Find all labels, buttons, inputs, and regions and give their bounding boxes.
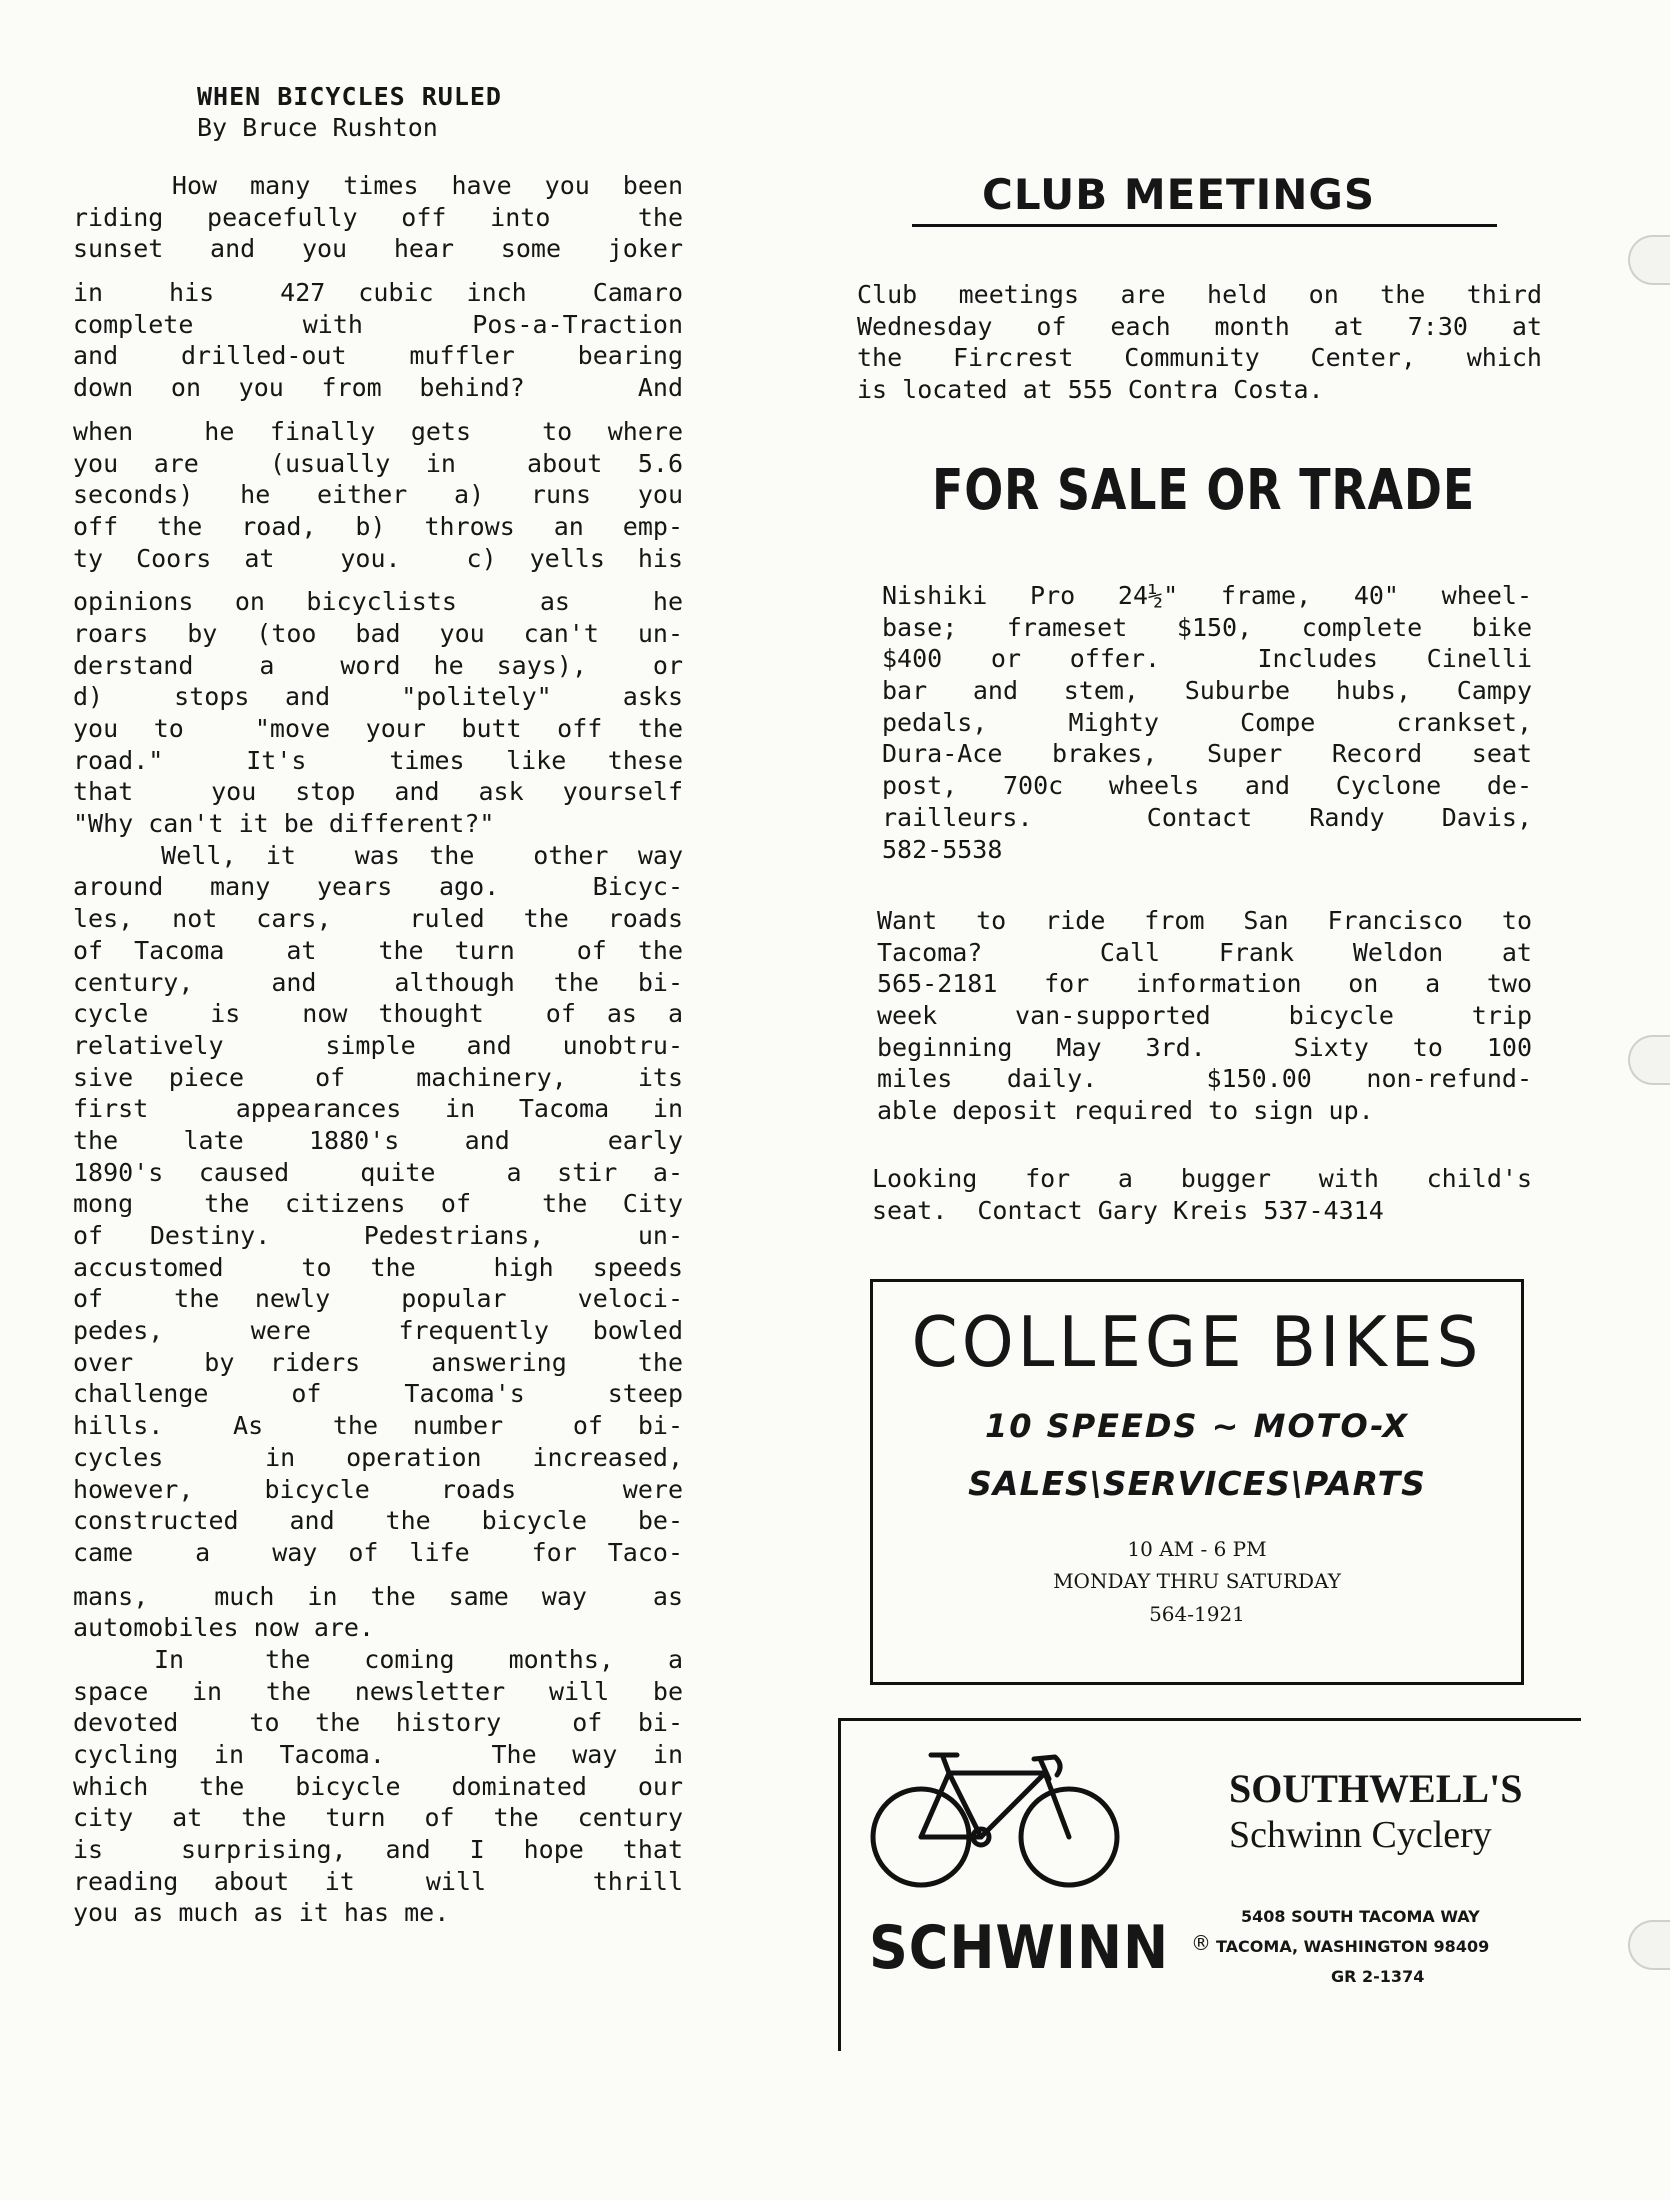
text-line: challenge of Tacoma's steep xyxy=(73,1379,683,1409)
text-line: "Why can't it be different?" xyxy=(73,809,495,839)
article-paragraph xyxy=(73,416,683,574)
text-line: Wednesday of each month at 7:30 at xyxy=(857,311,1542,341)
listing-nishiki xyxy=(882,580,1532,865)
college-bikes-ad xyxy=(870,1279,1524,1685)
text-line: d) stops and "politely" asks xyxy=(73,682,683,712)
text-line: that you stop and ask yourself xyxy=(73,777,683,807)
text-line: derstand a word he says), or xyxy=(73,650,683,680)
text-line: Tacoma? Call Frank Weldon at xyxy=(877,937,1532,967)
article-paragraph xyxy=(73,1442,683,1569)
text-line: however, bicycle roads were xyxy=(73,1474,683,1504)
text-line: How many times have you been xyxy=(73,171,683,200)
text-line: cycles in operation increased, xyxy=(73,1442,683,1472)
college-bikes-speeds: 10 SPEEDS ~ MOTO-X xyxy=(985,1407,1409,1445)
text-line: railleurs. Contact Randy Davis, xyxy=(882,802,1532,832)
text-line: automobiles now are. xyxy=(73,1613,375,1643)
text-line: ty Coors at you. c) yells his xyxy=(73,543,683,573)
text-line: sunset and you hear some joker xyxy=(73,234,683,264)
text-line: pedals, Mighty Compe crankset, xyxy=(882,707,1532,737)
binder-hole-bottom xyxy=(1628,1920,1670,1970)
club-meetings-heading-text: CLUB MEETINGS xyxy=(982,170,1376,219)
text-line: the late 1880's and early xyxy=(73,1125,683,1155)
article-body xyxy=(73,170,683,1941)
text-line: space in the newsletter will be xyxy=(73,1676,683,1706)
text-line: beginning May 3rd. Sixty to 100 xyxy=(877,1032,1532,1062)
text-line: first appearances in Tacoma in xyxy=(73,1094,683,1124)
text-line: 1890's caused quite a stir a- xyxy=(73,1157,683,1187)
text-line: down on you from behind? And xyxy=(73,373,683,403)
college-bikes-name: COLLEGE BIKES xyxy=(911,1302,1483,1383)
text-line: miles daily. $150.00 non-refund- xyxy=(877,1064,1532,1094)
text-line: pedes, were frequently bowled xyxy=(73,1316,683,1346)
text-line: seconds) he either a) runs you xyxy=(73,480,683,510)
text-line: in his 427 cubic inch Camaro xyxy=(73,278,683,308)
schwinn-ad xyxy=(838,1718,1581,2051)
store-name: SOUTHWELL'S xyxy=(1229,1766,1523,1811)
article-paragraph xyxy=(73,1581,683,1930)
text-line: Want to ride from San Francisco to xyxy=(877,906,1532,935)
text-line: of Destiny. Pedestrians, un- xyxy=(73,1221,683,1250)
article-paragraph xyxy=(73,170,683,265)
text-line: Dura-Ace brakes, Super Record seat xyxy=(882,739,1532,769)
text-line: is surprising, and I hope that xyxy=(73,1835,683,1865)
text-line: base; frameset $150, complete bike xyxy=(882,612,1532,642)
text-line: bar and stem, Suburbe hubs, Campy xyxy=(882,676,1532,706)
article-paragraph xyxy=(73,277,683,404)
binder-hole-top xyxy=(1628,235,1670,285)
text-line: and drilled-out muffler bearing xyxy=(73,341,683,371)
text-line: road." It's times like these xyxy=(73,745,683,775)
text-line: which the bicycle dominated our xyxy=(73,1771,683,1801)
store-address-line1: 5408 SOUTH TACOMA WAY xyxy=(1241,1907,1480,1926)
text-line: you to "move your butt off the xyxy=(73,714,683,743)
text-line: of Tacoma at the turn of the xyxy=(73,935,683,965)
club-meetings-text xyxy=(857,279,1542,406)
bicycle-icon xyxy=(859,1739,1129,1889)
store-address-line2: TACOMA, WASHINGTON 98409 xyxy=(1216,1937,1490,1956)
text-line: over by riders answering the xyxy=(73,1347,683,1377)
text-line: the Fircrest Community Center, which xyxy=(857,343,1542,373)
college-bikes-days: MONDAY THRU SATURDAY xyxy=(1053,1569,1341,1593)
for-sale-heading: FOR SALE OR TRADE xyxy=(932,458,1476,523)
article-paragraph xyxy=(73,586,683,1442)
text-line: around many years ago. Bicyc- xyxy=(73,872,683,902)
text-line: reading about it will thrill xyxy=(73,1866,683,1896)
text-line: cycling in Tacoma. The way in xyxy=(73,1740,683,1769)
college-bikes-services: SALES\SERVICES\PARTS xyxy=(968,1464,1426,1503)
text-line: 565-2181 for information on a two xyxy=(877,969,1532,999)
text-line: Nishiki Pro 24½" frame, 40" wheel- xyxy=(882,581,1532,610)
text-line: came a way of life for Taco- xyxy=(73,1537,683,1567)
text-line: devoted to the history of bi- xyxy=(73,1708,683,1738)
text-line: hills. As the number of bi- xyxy=(73,1411,683,1441)
registered-mark: ® xyxy=(1191,1931,1211,1955)
text-line: post, 700c wheels and Cyclone de- xyxy=(882,771,1532,801)
text-line: accustomed to the high speeds xyxy=(73,1252,683,1282)
schwinn-logo: SCHWINN xyxy=(869,1913,1170,1983)
store-phone: GR 2-1374 xyxy=(1331,1967,1425,1986)
text-line: complete with Pos-a-Traction xyxy=(73,309,683,339)
text-line: week van-supported bicycle trip xyxy=(877,1001,1532,1031)
article-title: WHEN BICYCLES RULED xyxy=(197,82,502,111)
text-line: opinions on bicyclists as he xyxy=(73,587,683,617)
text-line: city at the turn of the century xyxy=(73,1803,683,1833)
text-line: century, and although the bi- xyxy=(73,967,683,997)
college-bikes-hours: 10 AM - 6 PM xyxy=(1127,1537,1267,1561)
text-line: cycle is now thought of as a xyxy=(73,999,683,1029)
text-line: les, not cars, ruled the roads xyxy=(73,904,683,934)
binder-hole-middle xyxy=(1628,1035,1670,1085)
text-line: able deposit required to sign up. xyxy=(877,1096,1374,1126)
text-line: mong the citizens of the City xyxy=(73,1189,683,1219)
text-line: Club meetings are held on the third xyxy=(857,280,1542,309)
text-line: you as much as it has me. xyxy=(73,1898,450,1928)
text-line: seat. Contact Gary Kreis 537-4314 xyxy=(872,1195,1384,1225)
text-line: riding peacefully off into the xyxy=(73,202,683,232)
text-line: $400 or offer. Includes Cinelli xyxy=(882,644,1532,674)
text-line: relatively simple and unobtru- xyxy=(73,1030,683,1060)
text-line: is located at 555 Contra Costa. xyxy=(857,375,1324,405)
text-line: 582-5538 xyxy=(882,834,1003,864)
store-subtitle: Schwinn Cyclery xyxy=(1229,1814,1492,1856)
text-line: In the coming months, a xyxy=(73,1644,683,1674)
college-bikes-phone: 564-1921 xyxy=(1149,1602,1245,1626)
text-line: roars by (too bad you can't un- xyxy=(73,618,683,648)
listing-bugger xyxy=(872,1163,1532,1226)
text-line: off the road, b) throws an emp- xyxy=(73,511,683,541)
listing-ride-offer xyxy=(877,905,1532,1127)
text-line: sive piece of machinery, its xyxy=(73,1062,683,1092)
text-line: mans, much in the same way as xyxy=(73,1581,683,1611)
text-line: Well, it was the other way xyxy=(73,840,683,870)
text-line: when he finally gets to where xyxy=(73,416,683,446)
club-meetings-heading xyxy=(912,170,1497,227)
text-line: of the newly popular veloci- xyxy=(73,1284,683,1314)
article-byline: By Bruce Rushton xyxy=(197,113,438,142)
text-line: Looking for a bugger with child's xyxy=(872,1164,1532,1193)
text-line: constructed and the bicycle be- xyxy=(73,1506,683,1536)
text-line: you are (usually in about 5.6 xyxy=(73,448,683,478)
